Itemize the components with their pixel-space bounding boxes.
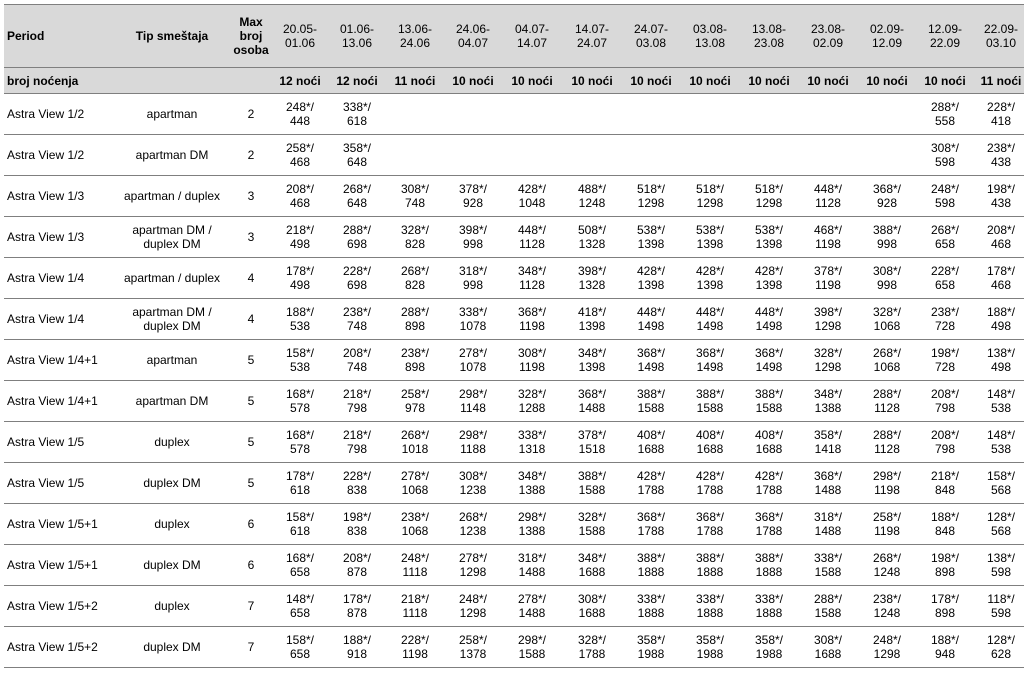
price-cell: 278*/ 1078 — [444, 340, 502, 381]
price-cell: 178*/ 618 — [272, 463, 328, 504]
price-cell — [386, 94, 444, 135]
accommodation-name: Astra View 1/4 — [4, 299, 114, 340]
price-cell: 348*/ 1388 — [798, 381, 858, 422]
price-cell: 378*/ 1518 — [562, 422, 622, 463]
accommodation-name: Astra View 1/5+2 — [4, 627, 114, 668]
price-cell: 248*/ 448 — [272, 94, 328, 135]
price-cell: 188*/ 498 — [974, 299, 1024, 340]
price-cell: 338*/ 1888 — [740, 586, 798, 627]
price-cell: 368*/ 1788 — [740, 504, 798, 545]
price-cell: 158*/ 568 — [974, 463, 1024, 504]
price-cell: 408*/ 1688 — [680, 422, 740, 463]
price-cell: 368*/ 1488 — [798, 463, 858, 504]
price-cell: 308*/ 1688 — [798, 627, 858, 668]
accommodation-type: apartman — [114, 340, 230, 381]
price-cell: 388*/ 1588 — [740, 381, 798, 422]
price-cell: 198*/ 438 — [974, 176, 1024, 217]
price-cell: 278*/ 1068 — [386, 463, 444, 504]
nights-cell: 11 noći — [386, 68, 444, 94]
table-row — [4, 463, 1024, 504]
price-cell: 368*/ 1488 — [562, 381, 622, 422]
accommodation-name: Astra View 1/5 — [4, 422, 114, 463]
price-cell: 358*/ 648 — [328, 135, 386, 176]
price-cell: 268*/ 658 — [916, 217, 974, 258]
period-header-cell: 13.08- 23.08 — [740, 5, 798, 68]
price-cell: 178*/ 498 — [272, 258, 328, 299]
accommodation-name: Astra View 1/5+1 — [4, 545, 114, 586]
price-cell: 128*/ 628 — [974, 627, 1024, 668]
price-cell — [444, 94, 502, 135]
price-cell: 238*/ 898 — [386, 340, 444, 381]
price-cell: 298*/ 1588 — [502, 627, 562, 668]
price-cell: 408*/ 1688 — [740, 422, 798, 463]
price-cell: 328*/ 1788 — [562, 627, 622, 668]
nights-cell: 10 noći — [916, 68, 974, 94]
price-cell: 198*/ 838 — [328, 504, 386, 545]
price-cell: 158*/ 658 — [272, 627, 328, 668]
accommodation-type: duplex DM — [114, 627, 230, 668]
accommodation-name: Astra View 1/5+1 — [4, 504, 114, 545]
price-cell: 268*/ 1248 — [858, 545, 916, 586]
price-cell: 308*/ 1688 — [562, 586, 622, 627]
price-cell: 248*/ 598 — [916, 176, 974, 217]
price-cell: 198*/ 898 — [916, 545, 974, 586]
price-cell: 368*/ 1198 — [502, 299, 562, 340]
price-cell: 198*/ 728 — [916, 340, 974, 381]
price-cell: 348*/ 1398 — [562, 340, 622, 381]
price-cell: 348*/ 1388 — [502, 463, 562, 504]
price-cell: 328*/ 1068 — [858, 299, 916, 340]
price-cell: 248*/ 1298 — [858, 627, 916, 668]
price-cell: 538*/ 1398 — [680, 217, 740, 258]
max-persons: 2 — [230, 135, 272, 176]
price-cell: 208*/ 468 — [974, 217, 1024, 258]
price-cell: 368*/ 1788 — [680, 504, 740, 545]
table-row — [4, 340, 1024, 381]
price-cell: 178*/ 878 — [328, 586, 386, 627]
period-header-cell: 04.07- 14.07 — [502, 5, 562, 68]
price-cell — [680, 94, 740, 135]
price-cell: 268*/ 1068 — [858, 340, 916, 381]
price-cell: 388*/ 998 — [858, 217, 916, 258]
price-cell: 448*/ 1498 — [740, 299, 798, 340]
price-cell: 428*/ 1398 — [680, 258, 740, 299]
price-cell: 318*/ 1488 — [502, 545, 562, 586]
price-cell: 448*/ 1128 — [502, 217, 562, 258]
price-cell: 208*/ 798 — [916, 381, 974, 422]
accommodation-type: apartman DM / duplex DM — [114, 299, 230, 340]
price-cell: 158*/ 618 — [272, 504, 328, 545]
price-cell: 368*/ 1498 — [680, 340, 740, 381]
max-persons: 5 — [230, 381, 272, 422]
accommodation-name: Astra View 1/4+1 — [4, 340, 114, 381]
table-row — [4, 299, 1024, 340]
price-cell: 378*/ 928 — [444, 176, 502, 217]
price-cell: 158*/ 538 — [272, 340, 328, 381]
price-cell: 348*/ 1128 — [502, 258, 562, 299]
nights-cell: 11 noći — [974, 68, 1024, 94]
price-cell: 308*/ 1198 — [502, 340, 562, 381]
price-cell: 178*/ 898 — [916, 586, 974, 627]
nights-cell: 10 noći — [502, 68, 562, 94]
price-cell: 148*/ 658 — [272, 586, 328, 627]
price-cell: 378*/ 1198 — [798, 258, 858, 299]
price-cell: 368*/ 1788 — [622, 504, 680, 545]
price-cell: 268*/ 828 — [386, 258, 444, 299]
price-cell: 328*/ 1588 — [562, 504, 622, 545]
price-cell: 348*/ 1688 — [562, 545, 622, 586]
price-cell: 368*/ 928 — [858, 176, 916, 217]
table-row — [4, 135, 1024, 176]
max-persons: 3 — [230, 176, 272, 217]
price-cell: 308*/ 598 — [916, 135, 974, 176]
price-cell: 338*/ 1588 — [798, 545, 858, 586]
price-cell: 238*/ 728 — [916, 299, 974, 340]
price-cell: 338*/ 1318 — [502, 422, 562, 463]
price-cell: 228*/ 698 — [328, 258, 386, 299]
price-cell: 318*/ 998 — [444, 258, 502, 299]
period-header-cell: 13.06- 24.06 — [386, 5, 444, 68]
price-cell — [622, 94, 680, 135]
price-cell — [562, 135, 622, 176]
nights-cell: 10 noći — [680, 68, 740, 94]
max-persons: 6 — [230, 545, 272, 586]
price-cell: 298*/ 1148 — [444, 381, 502, 422]
price-cell: 288*/ 1128 — [858, 381, 916, 422]
period-header-cell: 02.09- 12.09 — [858, 5, 916, 68]
price-cell: 308*/ 998 — [858, 258, 916, 299]
table-row — [4, 381, 1024, 422]
price-cell: 138*/ 498 — [974, 340, 1024, 381]
max-persons: 7 — [230, 586, 272, 627]
price-cell — [740, 135, 798, 176]
price-cell: 318*/ 1488 — [798, 504, 858, 545]
price-cell: 188*/ 948 — [916, 627, 974, 668]
price-cell: 188*/ 918 — [328, 627, 386, 668]
price-cell: 388*/ 1588 — [562, 463, 622, 504]
accommodation-type: apartman DM — [114, 381, 230, 422]
nights-cell: 10 noći — [562, 68, 622, 94]
period-header-cell: 24.06- 04.07 — [444, 5, 502, 68]
price-cell: 258*/ 1198 — [858, 504, 916, 545]
price-cell: 358*/ 1988 — [680, 627, 740, 668]
price-cell: 508*/ 1328 — [562, 217, 622, 258]
price-cell: 448*/ 1128 — [798, 176, 858, 217]
price-cell: 388*/ 1888 — [680, 545, 740, 586]
nights-row — [4, 68, 1024, 94]
price-cell: 208*/ 748 — [328, 340, 386, 381]
period-header-cell: 23.08- 02.09 — [798, 5, 858, 68]
max-persons: 5 — [230, 340, 272, 381]
nights-cell: 12 noći — [272, 68, 328, 94]
price-cell: 338*/ 1888 — [680, 586, 740, 627]
price-cell: 398*/ 1298 — [798, 299, 858, 340]
price-cell: 128*/ 568 — [974, 504, 1024, 545]
max-persons: 3 — [230, 217, 272, 258]
nights-cell: 10 noći — [858, 68, 916, 94]
nights-cell: 10 noći — [740, 68, 798, 94]
max-persons: 7 — [230, 627, 272, 668]
table-row — [4, 545, 1024, 586]
price-cell: 388*/ 1588 — [622, 381, 680, 422]
nights-cell: 10 noći — [798, 68, 858, 94]
price-cell: 188*/ 848 — [916, 504, 974, 545]
price-cell — [798, 94, 858, 135]
max-persons: 6 — [230, 504, 272, 545]
price-cell: 268*/ 1238 — [444, 504, 502, 545]
price-cell: 118*/ 598 — [974, 586, 1024, 627]
price-cell: 268*/ 648 — [328, 176, 386, 217]
price-cell: 298*/ 1198 — [858, 463, 916, 504]
price-cell: 238*/ 1248 — [858, 586, 916, 627]
max-persons-header: Max broj osoba — [230, 5, 272, 68]
period-header-cell: 24.07- 03.08 — [622, 5, 680, 68]
price-cell: 468*/ 1198 — [798, 217, 858, 258]
price-cell: 298*/ 1188 — [444, 422, 502, 463]
accommodation-type: duplex DM — [114, 545, 230, 586]
accommodation-name: Astra View 1/4+1 — [4, 381, 114, 422]
period-header: Period — [4, 5, 114, 68]
price-cell: 428*/ 1788 — [622, 463, 680, 504]
price-cell: 248*/ 1118 — [386, 545, 444, 586]
price-cell: 168*/ 578 — [272, 381, 328, 422]
accommodation-type: duplex — [114, 586, 230, 627]
accommodation-type: duplex DM — [114, 463, 230, 504]
price-cell: 168*/ 578 — [272, 422, 328, 463]
accommodation-type: apartman DM / duplex DM — [114, 217, 230, 258]
price-cell: 188*/ 538 — [272, 299, 328, 340]
price-cell — [386, 135, 444, 176]
price-cell: 408*/ 1688 — [622, 422, 680, 463]
price-table — [4, 4, 1024, 668]
price-cell — [562, 94, 622, 135]
period-header-cell: 03.08- 13.08 — [680, 5, 740, 68]
price-cell: 388*/ 1888 — [740, 545, 798, 586]
price-cell: 148*/ 538 — [974, 422, 1024, 463]
price-cell: 328*/ 828 — [386, 217, 444, 258]
price-cell: 338*/ 1888 — [622, 586, 680, 627]
price-cell: 148*/ 538 — [974, 381, 1024, 422]
price-cell: 278*/ 1298 — [444, 545, 502, 586]
price-cell: 288*/ 1588 — [798, 586, 858, 627]
price-cell — [740, 94, 798, 135]
table-row — [4, 586, 1024, 627]
accommodation-name: Astra View 1/5 — [4, 463, 114, 504]
price-cell: 258*/ 1378 — [444, 627, 502, 668]
max-persons: 5 — [230, 463, 272, 504]
price-cell: 428*/ 1788 — [740, 463, 798, 504]
price-cell: 358*/ 1418 — [798, 422, 858, 463]
price-cell: 238*/ 1068 — [386, 504, 444, 545]
table-row — [4, 258, 1024, 299]
price-cell: 238*/ 748 — [328, 299, 386, 340]
price-cell: 218*/ 798 — [328, 381, 386, 422]
price-cell: 208*/ 798 — [916, 422, 974, 463]
price-cell — [502, 135, 562, 176]
accommodation-type: apartman DM — [114, 135, 230, 176]
nights-cell: 12 noći — [328, 68, 386, 94]
price-cell: 268*/ 1018 — [386, 422, 444, 463]
price-cell — [680, 135, 740, 176]
table-row — [4, 176, 1024, 217]
price-cell: 178*/ 468 — [974, 258, 1024, 299]
price-cell — [444, 135, 502, 176]
accommodation-name: Astra View 1/5+2 — [4, 586, 114, 627]
accommodation-name: Astra View 1/2 — [4, 135, 114, 176]
price-cell: 328*/ 1288 — [502, 381, 562, 422]
price-cell: 428*/ 1398 — [622, 258, 680, 299]
price-cell: 518*/ 1298 — [680, 176, 740, 217]
price-cell: 138*/ 598 — [974, 545, 1024, 586]
max-persons: 4 — [230, 258, 272, 299]
price-cell: 218*/ 498 — [272, 217, 328, 258]
price-cell — [798, 135, 858, 176]
price-cell: 228*/ 658 — [916, 258, 974, 299]
price-cell: 218*/ 798 — [328, 422, 386, 463]
price-cell: 398*/ 998 — [444, 217, 502, 258]
table-row — [4, 94, 1024, 135]
accommodation-name: Astra View 1/3 — [4, 217, 114, 258]
price-cell: 428*/ 1048 — [502, 176, 562, 217]
price-cell: 328*/ 1298 — [798, 340, 858, 381]
price-cell: 258*/ 468 — [272, 135, 328, 176]
nights-cell: 10 noći — [444, 68, 502, 94]
price-cell: 358*/ 1988 — [622, 627, 680, 668]
price-cell: 248*/ 1298 — [444, 586, 502, 627]
accommodation-type: apartman / duplex — [114, 258, 230, 299]
price-cell: 428*/ 1398 — [740, 258, 798, 299]
price-cell: 238*/ 438 — [974, 135, 1024, 176]
price-cell — [502, 94, 562, 135]
price-cell: 418*/ 1398 — [562, 299, 622, 340]
accommodation-name: Astra View 1/2 — [4, 94, 114, 135]
type-header: Tip smeštaja — [114, 5, 230, 68]
price-cell: 368*/ 1498 — [622, 340, 680, 381]
accommodation-type: apartman / duplex — [114, 176, 230, 217]
header-row — [4, 5, 1024, 68]
max-persons: 2 — [230, 94, 272, 135]
price-cell: 518*/ 1298 — [622, 176, 680, 217]
price-cell: 288*/ 698 — [328, 217, 386, 258]
price-cell: 308*/ 1238 — [444, 463, 502, 504]
accommodation-name: Astra View 1/3 — [4, 176, 114, 217]
table-row — [4, 422, 1024, 463]
price-cell: 228*/ 1198 — [386, 627, 444, 668]
price-cell: 298*/ 1388 — [502, 504, 562, 545]
nights-label: broj noćenja — [4, 68, 272, 94]
price-cell: 278*/ 1488 — [502, 586, 562, 627]
price-cell: 538*/ 1398 — [740, 217, 798, 258]
price-cell: 338*/ 618 — [328, 94, 386, 135]
price-cell: 388*/ 1888 — [622, 545, 680, 586]
price-cell — [858, 135, 916, 176]
table-row — [4, 217, 1024, 258]
period-header-cell: 20.05- 01.06 — [272, 5, 328, 68]
price-cell: 168*/ 658 — [272, 545, 328, 586]
price-cell: 208*/ 468 — [272, 176, 328, 217]
price-cell: 448*/ 1498 — [622, 299, 680, 340]
price-cell: 218*/ 848 — [916, 463, 974, 504]
accommodation-type: duplex — [114, 422, 230, 463]
price-cell: 208*/ 878 — [328, 545, 386, 586]
price-cell — [858, 94, 916, 135]
price-cell: 538*/ 1398 — [622, 217, 680, 258]
price-cell: 288*/ 1128 — [858, 422, 916, 463]
price-cell: 448*/ 1498 — [680, 299, 740, 340]
price-cell: 488*/ 1248 — [562, 176, 622, 217]
price-cell — [622, 135, 680, 176]
nights-cell: 10 noći — [622, 68, 680, 94]
price-cell: 288*/ 558 — [916, 94, 974, 135]
accommodation-type: apartman — [114, 94, 230, 135]
price-cell: 518*/ 1298 — [740, 176, 798, 217]
table-row — [4, 627, 1024, 668]
price-cell: 388*/ 1588 — [680, 381, 740, 422]
price-cell: 398*/ 1328 — [562, 258, 622, 299]
period-header-cell: 14.07- 24.07 — [562, 5, 622, 68]
price-cell: 218*/ 1118 — [386, 586, 444, 627]
max-persons: 4 — [230, 299, 272, 340]
period-header-cell: 22.09- 03.10 — [974, 5, 1024, 68]
table-row — [4, 504, 1024, 545]
price-cell: 228*/ 838 — [328, 463, 386, 504]
price-cell: 428*/ 1788 — [680, 463, 740, 504]
price-cell: 288*/ 898 — [386, 299, 444, 340]
price-cell: 368*/ 1498 — [740, 340, 798, 381]
period-header-cell: 01.06- 13.06 — [328, 5, 386, 68]
price-cell: 308*/ 748 — [386, 176, 444, 217]
price-cell: 258*/ 978 — [386, 381, 444, 422]
price-cell: 358*/ 1988 — [740, 627, 798, 668]
price-cell: 228*/ 418 — [974, 94, 1024, 135]
price-cell: 338*/ 1078 — [444, 299, 502, 340]
max-persons: 5 — [230, 422, 272, 463]
accommodation-name: Astra View 1/4 — [4, 258, 114, 299]
accommodation-type: duplex — [114, 504, 230, 545]
period-header-cell: 12.09- 22.09 — [916, 5, 974, 68]
